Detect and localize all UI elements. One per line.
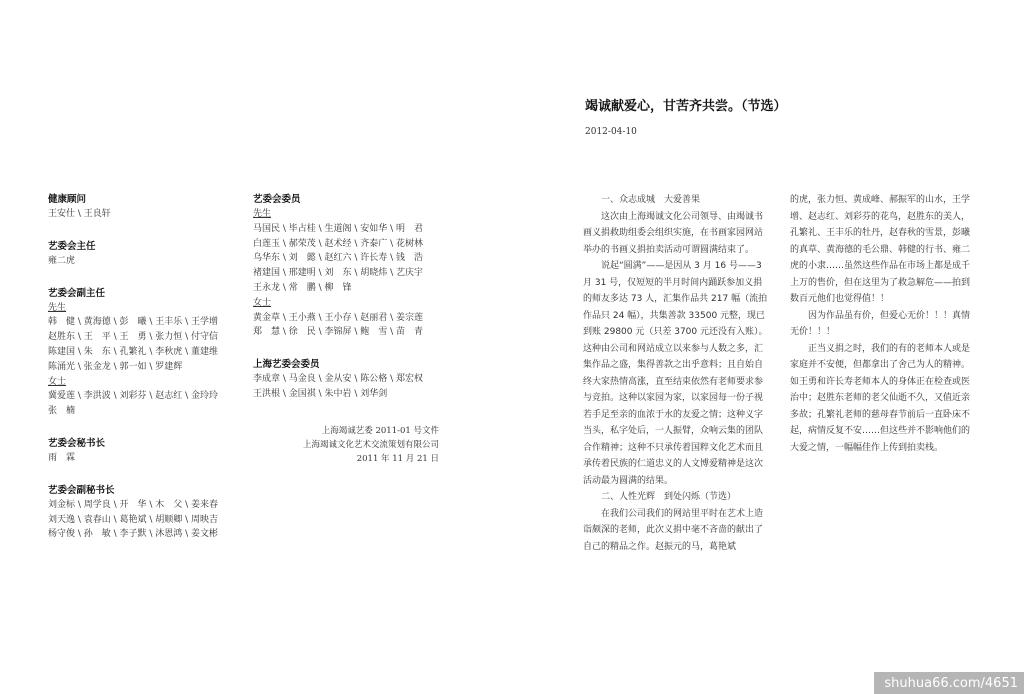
article-column-2 — [790, 192, 978, 456]
vice-secretary-heading: 艺委会副秘书长 — [48, 484, 115, 496]
shanghai-members-line: 王洪根 \ 金国祺 \ 朱中岩 \ 刘华剑 — [253, 388, 388, 399]
article-paragraph: 在我们公司我们的网站里平时在艺术上造诣颇深的老师，此次义捐中毫不吝啬的献出了自己的精品之作。赵振元的马，葛艳斌 — [583, 508, 764, 552]
secretary-names: 雨 霖 — [48, 452, 76, 463]
middle-column — [253, 193, 443, 466]
vice-chair-women-line: 冀爱莲 \ 李洪波 \ 刘彩芬 \ 赵志红 \ 金玲玲 — [48, 391, 219, 402]
article-date: 2012-04-10 — [585, 127, 637, 137]
closing-doc-number: 上海竭诚艺委 2011-01 号文件 — [321, 425, 439, 436]
secretary-heading: 艺委会秘书长 — [48, 437, 106, 449]
vice-secretary-line: 刘天逸 \ 袁春山 \ 葛艳斌 \ 胡顺卿 \ 周映吉 — [48, 514, 219, 525]
vice-secretary-line: 刘金标 \ 周学良 \ 开 华 \ 木 父 \ 姜来春 — [48, 499, 219, 510]
vice-chair-men-subheading: 先生 — [48, 302, 67, 313]
vice-chair-men-line: 赵胜东 \ 王 平 \ 王 勇 \ 张力恒 \ 付守信 — [48, 332, 219, 343]
vice-secretary-line: 杨守俊 \ 孙 敏 \ 李子默 \ 沐恩鸿 \ 姜文彬 — [48, 529, 219, 540]
members-women-line: 黄金草 \ 王小燕 \ 王小存 \ 赵丽君 \ 姜宗莲 — [253, 312, 424, 323]
article-title: 竭诚献爱心，甘苦齐共尝。（节选） — [585, 99, 787, 114]
article-paragraph: 这次由上海竭诚文化公司领导、由竭诚书画义捐救助组委会组织实施，在书画家园网站举办的书画义捐拍卖活动可谓圆满结束了。 — [583, 211, 764, 255]
closing-date: 2011 年 11 月 21 日 — [356, 453, 439, 464]
closing-block — [253, 424, 439, 466]
section-heading: 一、众志成城 大爱善果 — [601, 195, 701, 205]
members-men-line: 白莲玉 \ 郝荣茂 \ 赵术经 \ 齐泰广 \ 花树林 — [253, 238, 424, 249]
shanghai-members-line: 李成章 \ 马金良 \ 金从安 \ 陈公格 \ 郑宏权 — [253, 374, 424, 385]
article-paragraph: 的虎，张力恒、黄成峰、郝振军的山水，王学增、赵志红、刘彩芬的花鸟，赵胜东的美人，孔繁礼、王丰乐的牡丹，赵春秋的雪景，彭曦的真草、黄海德的毛公鼎、韩健的行书、雍二虎的小隶……虽然这些作品在市场上都是成千上万的售价，但在这里为了救急解危——拍到数百元他们也觉得值！！ — [790, 195, 971, 304]
members-women-line: 郑 慧 \ 徐 民 \ 李锦屏 \ 鲍 雪 \ 苗 青 — [253, 327, 424, 338]
article-paragraph: 正当义捐之时，我们的有的老师本人或是家庭并不安便，但都拿出了舍己为人的精神。如王勇和许长寿老师本人的身体正在检查或医治中；赵胜东老师的老父仙逝不久，又值近亲多故；孔繁礼老师的慈母春节前后一直卧床不起，病情反复不安……但这些并不影响他们的大爱之情，一幅幅佳作上传到拍卖栈。 — [790, 343, 971, 453]
article-column-1 — [583, 192, 771, 555]
vice-chair-women-line: 张 楠 — [48, 406, 76, 417]
members-men-line: 褚建国 \ 邢建明 \ 刘 东 \ 胡晓炜 \ 艺庆宇 — [253, 268, 424, 279]
vice-chair-men-line: 韩 健 \ 黄海德 \ 彭 曦 \ 王丰乐 \ 王学增 — [48, 317, 219, 328]
health-advisor-heading: 健康顾问 — [48, 194, 87, 205]
shanghai-members-heading: 上海艺委会委员 — [253, 359, 320, 371]
article-paragraph: 因为作品虽有价，但爱心无价！！！真情无价！！！ — [790, 310, 971, 337]
health-advisor-names: 王安仕 \ 王良轩 — [48, 209, 111, 219]
members-men-line: 王永龙 \ 常 鹏 \ 柳 锋 — [253, 282, 352, 293]
chair-names: 雍二虎 — [48, 255, 76, 266]
vice-chair-men-line: 陈涌光 \ 张金龙 \ 郭一如 \ 罗建辉 — [48, 361, 183, 372]
vice-chair-heading: 艺委会副主任 — [48, 287, 106, 299]
members-men-line: 马国民 \ 毕占桂 \ 生道阁 \ 安如华 \ 明 君 — [253, 223, 424, 234]
watermark-text: shuhua66.com/4651 — [884, 676, 1018, 691]
left-column — [48, 193, 238, 542]
closing-company: 上海竭诚文化艺术交流策划有限公司 — [302, 439, 439, 450]
article-paragraph: 说起“圆满”——是因从 3 月 16 号——3 月 31 号，仅短短的半月时间内踊跃参加义捐的师友多达 73 人，汇集作品共 217 幅（流拍作品只 24 幅），共集善款 33500 元整，现已到账 29800 元（只差 3700 元还没有入账）。这种由公司和网站成立以来参与人数之多，汇集作品之盛，集得善款之出乎意料；且自始自终大家热情高涨，直至结束依然有老师要求参与竞拍。这种以家园为家，以家园每一份子视若手足至亲的血浓于水的友爱之情；这种义字当头，私字处后，一人振臂，众响云集的团队合作精神；这种不只承传着国粹文化艺术而且承传着民族的仁道忠义的人文博爱精神是这次活动最为圆满的结果。 — [583, 261, 768, 486]
members-women-subheading: 女士 — [253, 297, 272, 308]
vice-chair-women-subheading: 女士 — [48, 376, 67, 387]
section-heading: 二、人性光辉 到处闪烁（节选） — [601, 492, 737, 502]
vice-chair-men-line: 陈建国 \ 朱 东 \ 孔繁礼 \ 李秋虎 \ 董建维 — [48, 346, 219, 357]
chair-heading: 艺委会主任 — [48, 240, 96, 252]
members-men-line: 乌华东 \ 刘 懿 \ 赵红六 \ 许长寿 \ 钱 浩 — [253, 253, 424, 264]
members-heading: 艺委会委员 — [253, 194, 301, 205]
members-men-subheading: 先生 — [253, 209, 272, 219]
